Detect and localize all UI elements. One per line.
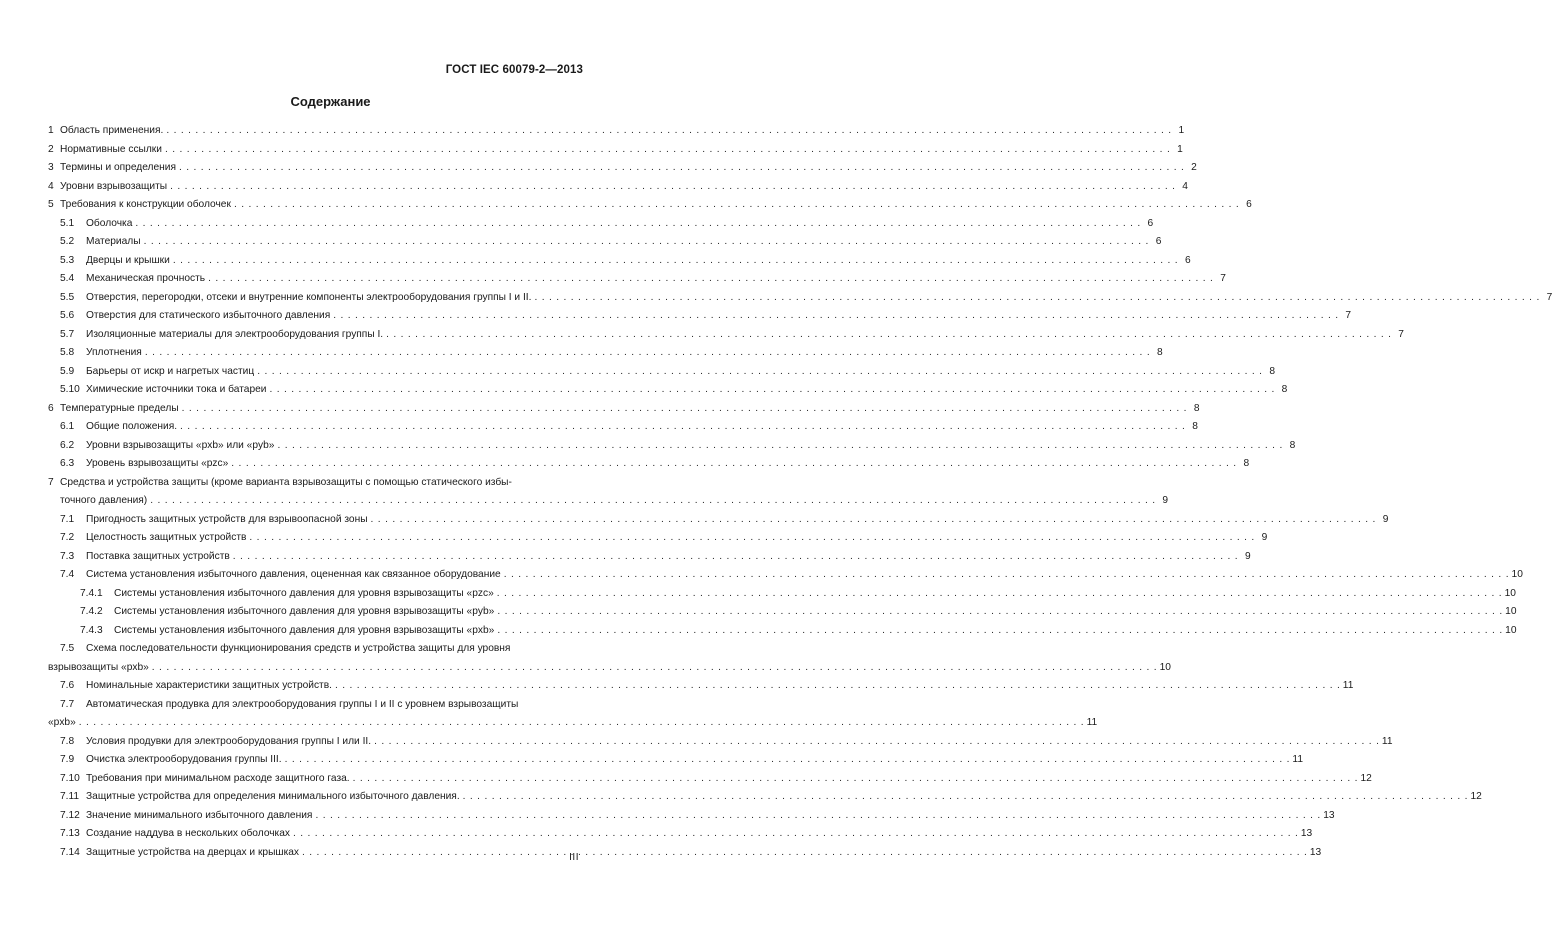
toc-entry-text: Целостность защитных устройств [86,532,247,543]
toc-entry-text: Отверстия для статического избыточного давления [86,310,331,321]
toc-entry-text: Материалы [86,236,141,247]
toc-entry[interactable] [48,363,1276,382]
toc-entry[interactable] [48,344,1163,363]
dot-leader [249,529,1254,548]
dot-leader [233,548,1238,567]
toc-entry[interactable] [48,844,1322,863]
toc-entry-page: 8 [1289,439,1296,451]
toc-entry-number: 7.2 [60,532,75,543]
toc-entry-page: 7 [1220,273,1226,284]
toc-entry-page: 10 [1511,569,1523,580]
toc-entry[interactable] [48,418,1198,437]
toc-entry-number: 5.3 [60,254,75,266]
toc-entry-text: Очистка электрооборудования группы III. [86,754,282,765]
toc-entry-page: 11 [1342,680,1354,691]
toc-entry-text: Общие положения. [86,421,178,432]
dot-leader [145,344,1150,363]
toc-entry[interactable] [48,566,1523,585]
toc-entry-number: 5.9 [60,365,75,377]
toc-entry-page: 13 [1323,809,1335,821]
toc-entry-number: 5.6 [60,310,75,321]
toc-entry[interactable] [48,770,1372,789]
toc-entry-page: 6 [1246,199,1252,210]
toc-entry-text: Область применения. [60,125,164,136]
toc-entry-page: 7 [1398,328,1404,340]
toc-entry[interactable] [48,529,1268,548]
toc-entry[interactable] [48,215,1154,234]
toc-entry-text: Номинальные характеристики защитных устройств. [86,680,332,691]
toc-entry[interactable] [48,548,1251,567]
dot-leader [150,492,1155,511]
dot-leader [277,437,1282,456]
dot-leader [333,307,1338,326]
dot-leader [170,178,1175,197]
toc-entry-text: Системы установления избыточного давления для уровня взрывозащиты «pzc» [114,587,494,599]
toc-entry-page: 12 [1360,772,1372,784]
dot-leader [180,418,1185,437]
dot-leader [386,326,1391,345]
dot-leader [302,844,1307,863]
toc-entry-text: Отверстия, перегородки, отсеки и внутренние компоненты электрооборудования группы I и II. [86,291,532,303]
toc-entry[interactable] [48,381,1288,400]
toc-entry-text: Защитные устройства для определения минимального избыточного давления. [86,791,460,802]
page-title: Содержание [290,94,371,109]
toc-entry-text: Схема последовательности функционирования средств и устройства защиты для уровня [86,643,511,654]
toc-entry-number: 7 [48,476,54,488]
toc-entry-number: 7.8 [60,735,75,747]
toc-entry-text: Уровни взрывозащиты [60,180,168,192]
toc-entry-page: 8 [1193,402,1200,414]
toc-entry-text: Уровни взрывозащиты «pxb» или «pyb» [86,439,275,451]
table-of-contents [48,122,1552,862]
toc-entry[interactable] [48,252,1191,271]
toc-entry-page: 2 [1191,162,1197,173]
toc-entry-number: 7.7 [60,698,75,710]
toc-entry-page: 7 [1345,310,1352,321]
toc-entry-text: Средства и устройства защиты (кроме варианта взрывозащиты с помощью статического избы- [60,476,512,488]
toc-entry-number: 5.10 [60,384,80,395]
toc-entry[interactable] [48,807,1335,826]
toc-entry[interactable] [48,788,1482,807]
toc-entry[interactable] [48,437,1296,456]
toc-entry-page: 11 [1086,717,1098,728]
toc-entry-text-continued: точного давления) [60,495,148,506]
toc-entry-text: Дверцы и крышки [86,254,170,266]
toc-entry-page: 6 [1147,217,1154,229]
toc-entry-text: Пригодность защитных устройств для взрывоопасной зоны [86,513,368,525]
toc-entry[interactable] [48,400,1200,419]
toc-entry[interactable] [48,585,1516,604]
toc-entry-page: 6 [1155,236,1162,247]
toc-entry-text: Системы установления избыточного давления для уровня взрывозащиты «pxb» [114,624,495,636]
dot-leader [165,141,1170,160]
dot-leader [497,622,1502,641]
dot-leader [504,566,1509,585]
toc-entry-page: 10 [1504,587,1516,599]
dot-leader [231,455,1236,474]
toc-entry-page: 10 [1505,624,1517,636]
dot-leader [182,400,1187,419]
toc-entry-number: 7.6 [60,680,75,691]
dot-leader [257,363,1262,382]
toc-entry-page: 9 [1244,550,1251,562]
toc-entry-text: Автоматическая продувка для электрооборудования группы I и II с уровнем взрывозащиты [86,698,519,710]
toc-entry-page: 9 [1382,513,1389,525]
toc-entry-text: Поставка защитных устройств [86,550,230,562]
dot-leader [234,196,1239,215]
toc-entry-number: 7.4.1 [80,587,103,599]
toc-entry-page: 6 [1184,254,1191,266]
dot-leader [285,751,1290,770]
toc-entry-text: Требования к конструкции оболочек [60,199,231,210]
toc-entry-text: Нормативные ссылки [60,143,162,155]
dot-leader [152,659,1157,678]
toc-entry[interactable] [48,511,1389,530]
toc-entry-text: Значение минимального избыточного давления [86,809,313,821]
toc-entry-page: 4 [1182,180,1188,192]
toc-entry[interactable] [48,289,1552,308]
toc-entry[interactable] [48,640,1171,677]
toc-entry[interactable] [48,455,1250,474]
toc-entry[interactable] [48,270,1226,289]
dot-leader [293,825,1298,844]
toc-entry-page: 8 [1269,365,1276,377]
toc-entry-page: 8 [1243,458,1250,469]
toc-entry-text: Барьеры от искр и нагретых частиц [86,365,255,377]
toc-entry-text: Уплотнения [86,347,142,358]
toc-entry[interactable] [48,233,1162,252]
toc-entry-page: 11 [1381,735,1393,747]
toc-entry-text: Условия продувки для электрооборудования группы I или II. [86,735,372,747]
dot-leader [374,733,1379,752]
toc-entry-page: 13 [1300,828,1313,839]
toc-entry-number: 7.4 [60,569,75,580]
toc-entry-number: 7.3 [60,550,75,562]
page-number: III [569,852,579,863]
toc-entry-page: 10 [1505,606,1517,617]
toc-entry-text: Химические источники тока и батареи [86,384,267,395]
toc-entry[interactable] [48,159,1197,178]
toc-entry-number: 5.7 [60,328,75,340]
toc-entry[interactable] [48,307,1352,326]
dot-leader [497,585,1502,604]
toc-entry-page: 7 [1546,291,1552,303]
dot-leader [79,714,1084,733]
toc-entry-page: 8 [1156,347,1163,358]
toc-entry-number: 7.13 [60,828,80,839]
dot-leader [179,159,1184,178]
dot-leader [335,677,1340,696]
toc-entry-text-continued: «pxb» [48,717,76,728]
dot-leader [497,603,1502,622]
toc-entry-number: 1 [48,125,54,136]
toc-entry-page: 12 [1470,791,1482,802]
toc-entry[interactable] [48,474,1169,511]
toc-entry[interactable] [48,825,1313,844]
toc-entry-text: Системы установления избыточного давления для уровня взрывозащиты «pyb» [114,606,495,617]
toc-entry[interactable] [48,178,1188,197]
dot-leader [135,215,1140,234]
toc-entry-number: 7.1 [60,513,75,525]
dot-leader [144,233,1149,252]
toc-entry-text: Создание наддува в нескольких оболочках [86,828,291,839]
toc-entry[interactable] [48,751,1303,770]
toc-entry-page: 9 [1261,532,1268,543]
toc-entry-text: Изоляционные материалы для электрооборудования группы I. [86,328,384,340]
toc-entry-number: 7.5 [60,643,75,654]
toc-entry-page: 8 [1192,421,1198,432]
toc-entry-number: 7.14 [60,846,80,858]
toc-entry-text: Защитные устройства на дверцах и крышках [86,846,300,858]
toc-entry-number: 5 [48,199,54,210]
dot-leader [371,511,1376,530]
toc-entry-number: 7.4.2 [80,606,103,617]
toc-entry-number: 7.10 [60,772,80,784]
dot-leader [269,381,1274,400]
toc-entry[interactable] [48,603,1517,622]
toc-entry-number: 6.2 [60,439,75,451]
toc-entry-page: 1 [1178,125,1185,136]
document-header: ГОСТ IEC 60079-2—2013 [445,64,583,76]
dot-leader [315,807,1320,826]
toc-entry-number: 5.4 [60,273,75,284]
toc-entry-number: 7.9 [60,754,75,765]
toc-entry[interactable] [48,622,1517,641]
toc-entry-number: 2 [48,143,54,155]
toc-entry[interactable] [48,141,1183,160]
toc-entry[interactable] [48,733,1393,752]
toc-entry-number: 5.1 [60,217,75,229]
toc-entry-text-continued: взрывозащиты «pxb» [48,661,149,673]
toc-entry-number: 4 [48,180,54,192]
toc-entry-number: 7.12 [60,809,80,821]
toc-entry[interactable] [48,196,1252,215]
toc-entry-number: 7.11 [60,791,80,802]
toc-entry-number: 5.2 [60,236,75,247]
toc-entry-page: 1 [1177,143,1183,155]
toc-entry-page: 11 [1292,754,1303,765]
toc-entry-number: 5.8 [60,347,75,358]
toc-entry[interactable] [48,326,1404,345]
toc-entry-text: Оболочка [86,217,133,229]
toc-entry-number: 3 [48,162,54,173]
toc-entry-number: 7.4.3 [80,624,103,636]
toc-entry[interactable] [48,696,1098,733]
toc-entry-text: Требования при минимальном расходе защитного газа. [86,772,350,784]
toc-entry-page: 13 [1309,846,1322,858]
dot-leader [173,252,1178,271]
toc-entry-text: Система установления избыточного давления, оцененная как связанное оборудование [86,569,501,580]
dot-leader [353,770,1358,789]
dot-leader [463,788,1468,807]
toc-entry-number: 6.1 [60,421,75,432]
toc-entry-number: 5.5 [60,291,75,303]
dot-leader [208,270,1213,289]
toc-entry-page: 10 [1159,661,1171,673]
dot-leader [534,289,1539,308]
toc-entry-text: Температурные пределы [60,402,179,414]
toc-entry[interactable] [48,122,1185,141]
toc-entry[interactable] [48,677,1354,696]
toc-entry-text: Механическая прочность [86,273,206,284]
toc-entry-number: 6 [48,402,54,414]
toc-entry-page: 9 [1162,495,1169,506]
toc-entry-number: 6.3 [60,458,75,469]
dot-leader [166,122,1171,141]
toc-entry-text: Термины и определения [60,162,176,173]
toc-entry-page: 8 [1281,384,1288,395]
toc-entry-text: Уровень взрывозащиты «pzc» [86,458,229,469]
